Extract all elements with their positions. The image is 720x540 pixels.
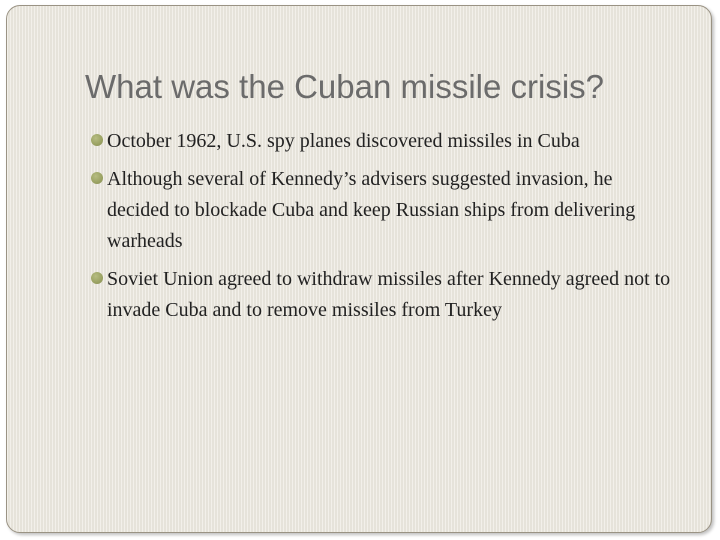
bullet-text: Soviet Union agreed to withdraw missiles after Kennedy agreed not to invade Cuba and to remove missiles from Turkey — [107, 268, 671, 321]
bullet-text: October 1962, U.S. spy planes discovered missiles in Cuba — [107, 130, 580, 152]
bullet-dot-icon — [91, 272, 103, 284]
bullet-dot-icon — [91, 134, 103, 146]
bullet-item — [91, 164, 671, 257]
slide-title: What was the Cuban missile crisis? — [85, 68, 605, 105]
slide-frame — [6, 5, 712, 533]
bullet-dot-icon — [91, 172, 103, 184]
bullet-text: Although several of Kennedy’s advisers suggested invasion, he decided to blockade Cuba and keep Russian ships from delivering warheads — [107, 168, 636, 252]
bullet-item — [91, 264, 671, 326]
bullet-item — [91, 126, 671, 157]
bullet-list — [91, 126, 671, 333]
